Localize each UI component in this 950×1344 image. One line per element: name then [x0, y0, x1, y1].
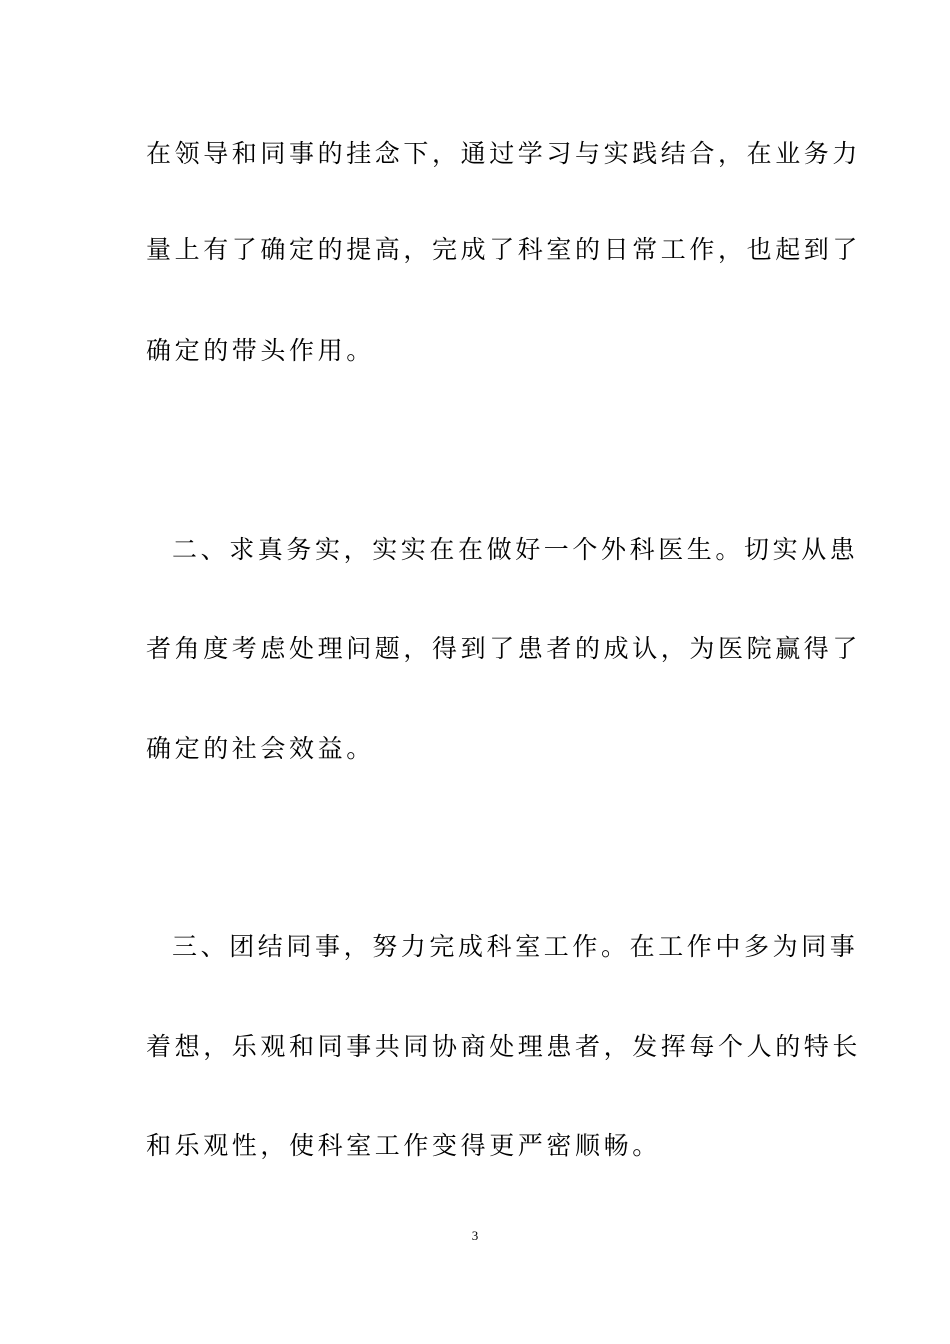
paragraph-1-line-2: 量上有了确定的提高，完成了科室的日常工作，也起到了	[146, 235, 862, 264]
paragraph-2-line-2: 者角度考虑处理问题，得到了患者的成认，为医院赢得了	[146, 634, 862, 663]
paragraph-1-line-3: 确定的带头作用。	[146, 336, 375, 365]
paragraph-2-line-3: 确定的社会效益。	[146, 734, 375, 763]
paragraph-3-line-3: 和乐观性，使科室工作变得更严密顺畅。	[146, 1131, 661, 1160]
paragraph-3-line-1: 三、团结同事，努力完成科室工作。在工作中多为同事	[172, 932, 859, 961]
paragraph-2-line-1: 二、求真务实，实实在在做好一个外科医生。切实从患	[172, 535, 859, 564]
paragraph-1-line-1: 在领导和同事的挂念下，通过学习与实践结合，在业务力	[146, 139, 862, 168]
page-number: 3	[471, 1228, 479, 1243]
paragraph-3-line-2: 着想，乐观和同事共同协商处理患者，发挥每个人的特长	[146, 1032, 862, 1061]
